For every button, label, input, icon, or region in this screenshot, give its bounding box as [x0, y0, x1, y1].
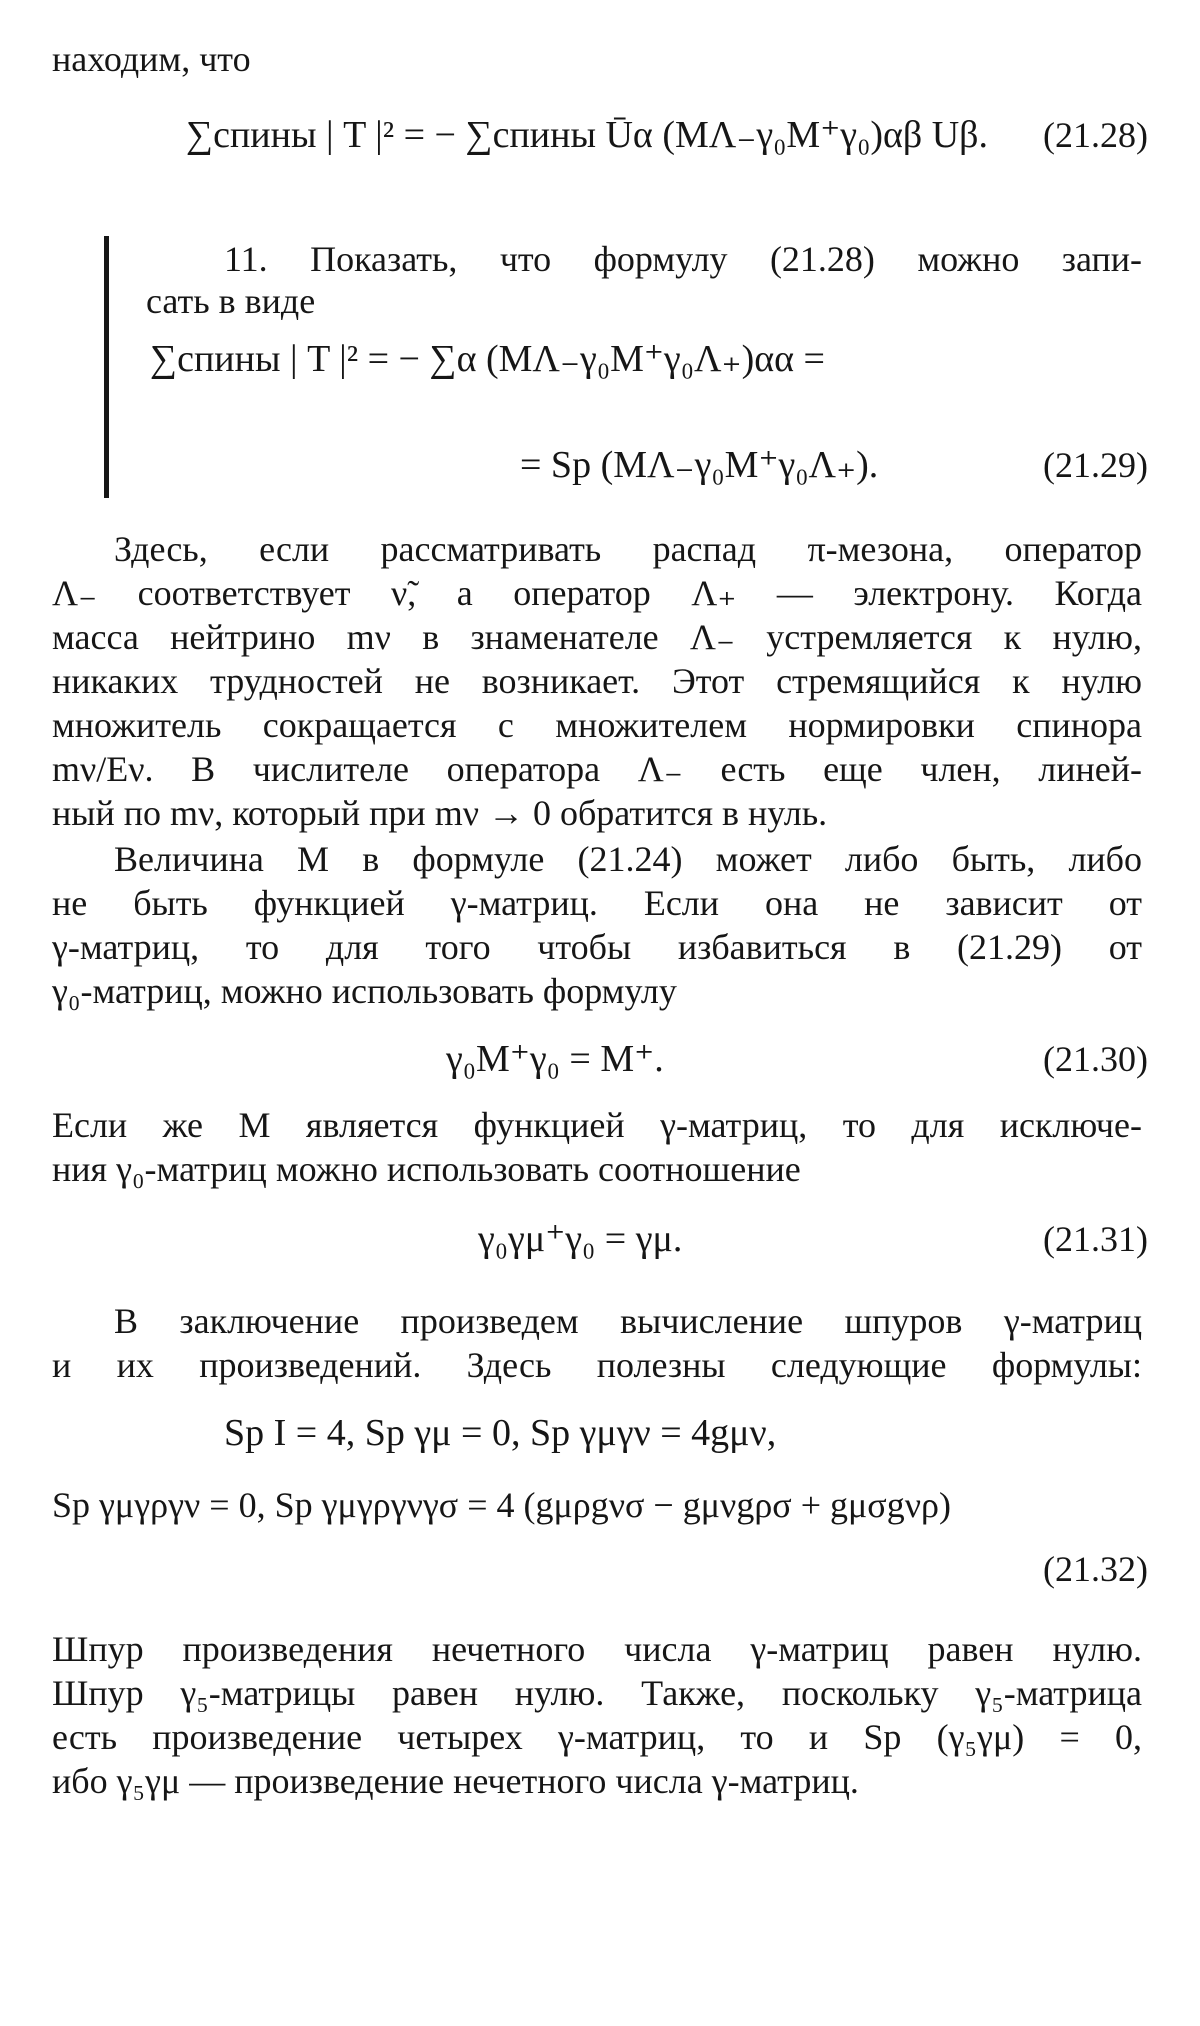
equation-number-21-30: (21.30): [1043, 1039, 1148, 1079]
equation-21-32-line-1: Sp I = 4, Sp γμ = 0, Sp γμγν = 4gμν,: [224, 1412, 777, 1454]
paragraph-5-line-1: Шпур произведения нечетного числа γ-матриц равен нулю.: [52, 1629, 1142, 1669]
paragraph-5-line-3: есть произведение четырех γ-матриц, то и Sp (γ₅γμ) = 0,: [52, 1717, 1142, 1757]
paragraph-2-line-2: не быть функцией γ-матриц. Если она не зависит от: [52, 883, 1142, 923]
equation-21-30: γ₀M⁺γ₀ = M⁺.: [446, 1038, 664, 1080]
paragraph-1-line-5: множитель сокращается с множителем нормировки спинора: [52, 705, 1142, 745]
paragraph-1-line-3: масса нейтрино mν в знаменателе Λ₋ устремляется к нулю,: [52, 617, 1142, 657]
paragraph-5-line-4: ибо γ₅γμ — произведение нечетного числа γ-матриц.: [52, 1761, 859, 1801]
paragraph-1-line-2: Λ₋ соответствует ν̃, а оператор Λ₊ — электрону. Когда: [52, 573, 1142, 613]
opening-text: находим, что: [52, 39, 251, 79]
equation-number-21-32: (21.32): [1043, 1549, 1148, 1589]
paragraph-3-line-1: Если же M является функцией γ-матриц, то для исключе-: [52, 1105, 1142, 1145]
exercise-line-2: сать в виде: [146, 281, 316, 321]
paragraph-3-line-2: ния γ₀-матриц можно использовать соотношение: [52, 1149, 801, 1189]
paragraph-1-line-1: Здесь, если рассматривать распад π-мезона, оператор: [114, 529, 1142, 569]
paragraph-2-line-3: γ-матриц, то для того чтобы избавиться в (21.29) от: [52, 927, 1142, 967]
paragraph-1-line-4: никаких трудностей не возникает. Этот стремящийся к нулю: [52, 661, 1142, 701]
equation-21-32-line-2: Sp γμγργν = 0, Sp γμγργνγσ = 4 (gμρgνσ − gμνgρσ + gμσgνρ): [52, 1485, 951, 1525]
paragraph-1-line-7: ный по mν, который при mν → 0 обратится в нуль.: [52, 793, 828, 833]
exercise-margin-bar: [104, 236, 109, 498]
exercise-line-1: 11. Показать, что формулу (21.28) можно запи-: [224, 239, 1142, 279]
equation-21-29-line-2: = Sp (MΛ₋γ₀M⁺γ₀Λ₊).: [520, 444, 879, 486]
paragraph-1-line-6: mν/Eν. В числителе оператора Λ₋ есть еще член, линей-: [52, 749, 1142, 789]
paragraph-2-line-1: Величина M в формуле (21.24) может либо быть, либо: [114, 839, 1142, 879]
equation-21-29-line-1: ∑спины | T |² = − ∑α (MΛ₋γ₀M⁺γ₀Λ₊)αα =: [150, 338, 825, 380]
paragraph-5-line-2: Шпур γ₅-матрицы равен нулю. Также, поскольку γ₅-матрица: [52, 1673, 1142, 1713]
paragraph-2-line-4: γ₀-матриц, можно использовать формулу: [52, 971, 677, 1011]
equation-number-21-31: (21.31): [1043, 1219, 1148, 1259]
paragraph-4-line-1: В заключение произведем вычисление шпуров γ-матриц: [114, 1301, 1142, 1341]
equation-number-21-29: (21.29): [1043, 445, 1148, 485]
paragraph-4-line-2: и их произведений. Здесь полезны следующие формулы:: [52, 1345, 1142, 1385]
equation-21-31: γ₀γμ⁺γ₀ = γμ.: [478, 1218, 683, 1260]
equation-21-28: ∑спины | T |² = − ∑спины Ūα (MΛ₋γ₀M⁺γ₀)αβ Uβ.: [186, 114, 988, 156]
equation-number-21-28: (21.28): [1043, 115, 1148, 155]
